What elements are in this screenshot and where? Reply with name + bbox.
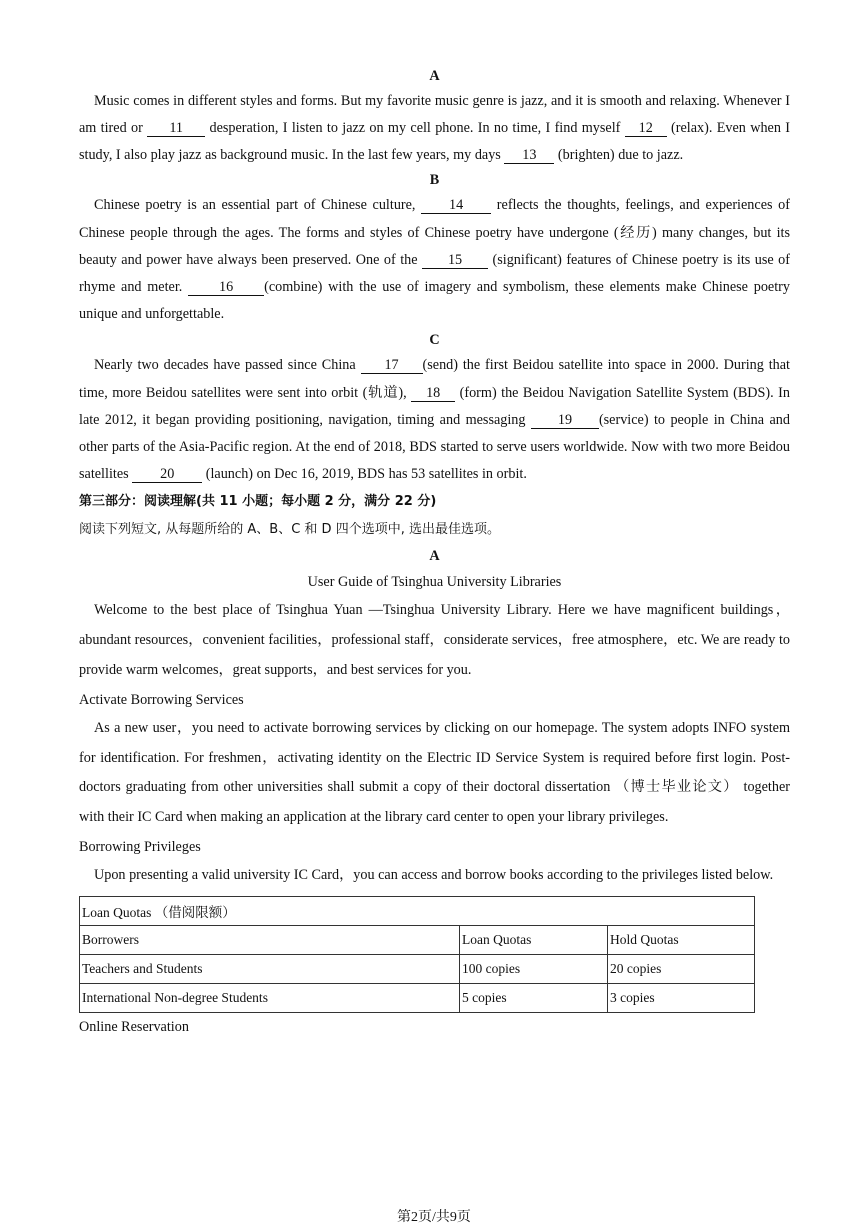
table-caption-row [80, 896, 755, 925]
part3-instruction: 阅读下列短文, 从每题所给的 A、B、C 和 D 四个选项中, 选出最佳选项。 [79, 522, 500, 538]
exam-page [79, 64, 790, 1041]
section-borrowing-heading: Borrowing Privileges [79, 839, 201, 855]
cell-hold: 3 copies [608, 983, 755, 1012]
blank-12: 12 [625, 120, 667, 137]
section-reservation-heading: Online Reservation [79, 1018, 189, 1035]
blank-15: 15 [422, 252, 488, 269]
passage-c-heading: C [429, 332, 440, 349]
blank-14: 14 [421, 197, 491, 214]
blank-11: 11 [147, 120, 205, 137]
section-activate-text: As a new user，you need to activate borrowing services by clicking on our homepage. The system adopts INFO system for identification. For freshmen，activating identity on the Electric ID Service System is required before first login. Post-doctors graduating from other universities shall submit a copy of their doctoral dissertation （博士毕业论文） together with their IC Card when making an application at the library card center to open your library privileges. [79, 719, 790, 826]
passage-c-text: Nearly two decades have passed since China 17 (send) the first Beidou satellite into space in 2000. During that time, more Beidou satellites were sent into orbit (轨道), 18 (form) the Beidou Navigation Satellite System (BDS). In late 2012, it began providing positioning, navigation, timing and messaging 19 (service) to people in China and other parts of the Asia-Pacific region. At the end of 2018, BDS started to serve users worldwide. Now with two more Beidou satellites 20 (launch) on Dec 16, 2019, BDS has 53 satellites in orbit. [79, 357, 790, 483]
header-loan-quotas: Loan Quotas [460, 925, 608, 954]
table-caption: Loan Quotas （借阅限额） [80, 896, 755, 925]
section-activate-heading: Activate Borrowing Services [79, 691, 244, 708]
loan-quotas-table [79, 896, 755, 1013]
blank-20: 20 [132, 466, 202, 483]
blank-13: 13 [504, 147, 554, 164]
reading-a-title: User Guide of Tsinghua University Libraries [307, 574, 562, 591]
reading-a-intro: Welcome to the best place of Tsinghua Yuan —Tsinghua University Library. Here we have magnificent buildings，abundant resources，convenient facilities，professional staff，considerate services，free atmosphere，etc. We are ready to provide warm welcomes，great supports，and best services for you. [79, 602, 790, 679]
header-hold-quotas: Hold Quotas [608, 925, 755, 954]
passage-b-heading: B [429, 172, 440, 189]
table-row [80, 954, 755, 983]
passage-b-text: Chinese poetry is an essential part of Chinese culture, 14 reflects the thoughts, feelings, and experiences of Chinese people through the ages. The forms and styles of Chinese poetry have undergone (经历) many changes, but its beauty and power have always been preserved. One of the 15 (significant) features of Chinese poetry is its use of rhyme and meter. 16 (combine) with the use of imagery and symbolism, these elements make Chinese poetry unique and unforgettable. [79, 197, 790, 323]
blank-17: 17 [361, 357, 423, 374]
cell-borrower: Teachers and Students [80, 954, 460, 983]
table-row [80, 983, 755, 1012]
section-borrowing-text: Upon presenting a valid university IC Card，you can access and borrow books according to the privileges listed below. [94, 867, 774, 883]
passage-a-text: Music comes in different styles and forms. But my favorite music genre is jazz, and it is smooth and relaxing. Whenever I am tired or 11 desperation, I listen to jazz on my cell phone. In no time, I find myself 12 (relax). Even when I study, I also play jazz as background music. In the last few years, my days 13 (brighten) due to jazz. [79, 93, 791, 163]
cell-loan: 100 copies [460, 954, 608, 983]
header-borrowers: Borrowers [80, 925, 460, 954]
page-number: 第2页/共9页 [397, 1210, 471, 1225]
passage-a-heading: A [429, 68, 440, 84]
table-header-row [80, 925, 755, 954]
blank-16: 16 [188, 279, 264, 296]
reading-a-heading: A [429, 548, 440, 565]
cell-loan: 5 copies [460, 983, 608, 1012]
blank-19: 19 [531, 412, 599, 429]
cell-hold: 20 copies [608, 954, 755, 983]
blank-18: 18 [411, 385, 455, 402]
cell-borrower: International Non-degree Students [80, 983, 460, 1012]
part3-title: 第三部分：阅读理解(共 11 小题；每小题 2 分，满分 22 分) [79, 494, 437, 510]
